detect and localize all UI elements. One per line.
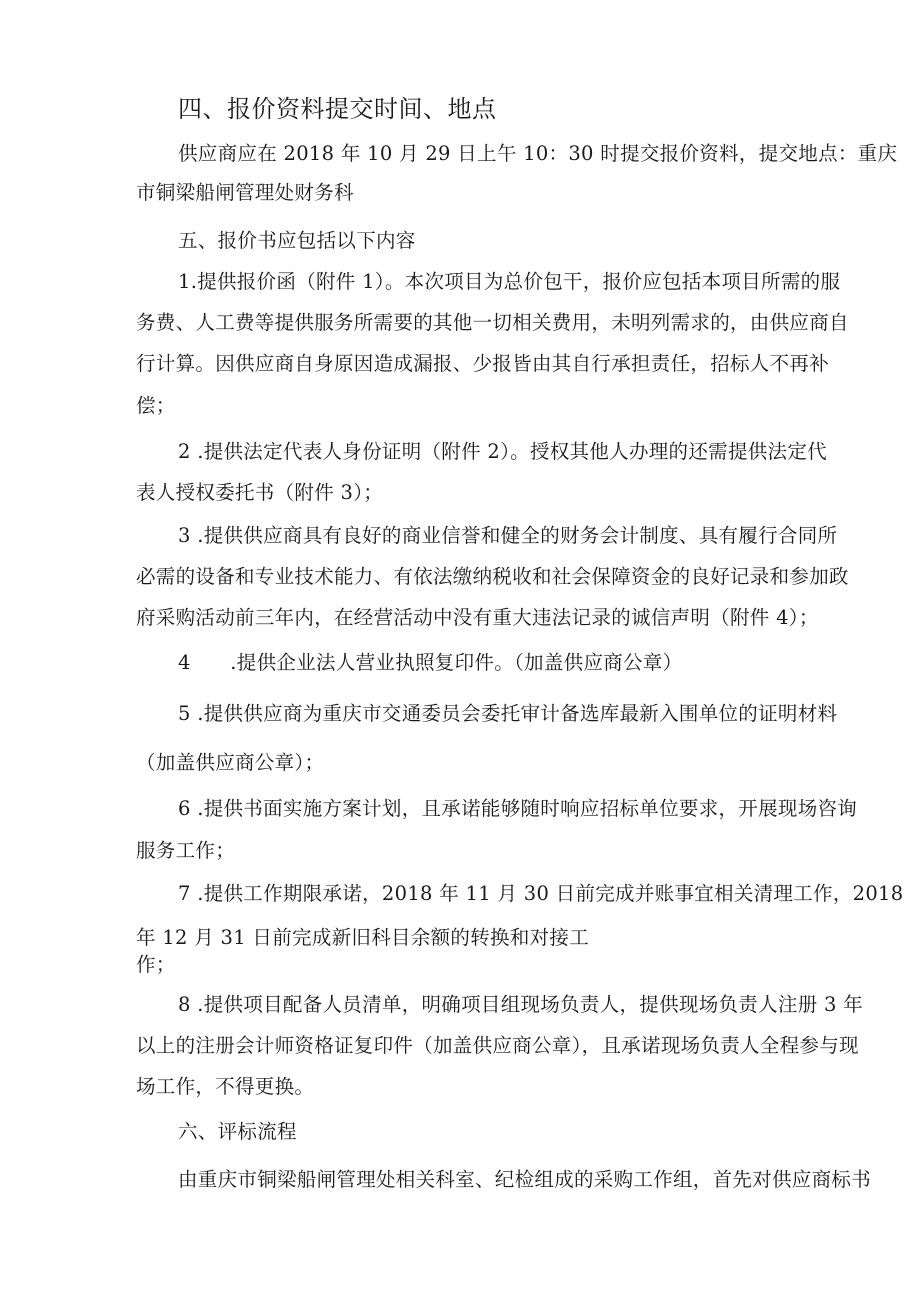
item-6-line-1: 6 .提供书面实施方案计划，且承诺能够随时响应招标单位要求，开展现场咨询 — [178, 797, 858, 820]
section-4-heading: 四、报价资料提交时间、地点 — [178, 95, 497, 123]
item-1-line-2: 务费、人工费等提供服务所需要的其他一切相关费用，未明列需求的，由供应商自 — [136, 311, 849, 334]
section-4-paragraph-line-2: 市铜梁船闸管理处财务科 — [136, 181, 354, 204]
item-2-line-2: 表人授权委托书（附件 3）； — [136, 481, 384, 504]
item-5-line-2: （加盖供应商公章）； — [136, 751, 325, 774]
item-8-line-1: 8 .提供项目配备人员清单，明确项目组现场负责人，提供现场负责人注册 3 年 — [178, 993, 864, 1016]
item-7-line-1: 7 .提供工作期限承诺，2018 年 11 月 30 日前完成并账事宜相关清理工作，2018 — [178, 882, 904, 905]
item-1-line-3: 行计算。因供应商自身原因造成漏报、少报皆由其自行承担责任，招标人不再补 — [136, 352, 830, 375]
item-3-line-2: 必需的设备和专业技术能力、有依法缴纳税收和社会保障资金的良好记录和参加政 — [136, 565, 849, 588]
item-7-line-2: 年 12 月 31 日前完成新旧科目余额的转换和对接工 — [136, 926, 590, 949]
section-5-heading: 五、报价书应包括以下内容 — [178, 229, 416, 252]
item-7-line-3: 作； — [136, 953, 176, 976]
item-8-line-3: 场工作，不得更换。 — [136, 1075, 315, 1098]
section-4-paragraph-line-1: 供应商应在 2018 年 10 月 29 日上午 10：30 时提交报价资料，提交地点：重庆 — [178, 142, 898, 165]
item-5-line-1: 5 .提供供应商为重庆市交通委员会委托审计备选库最新入围单位的证明材料 — [178, 702, 838, 725]
item-3-line-1: 3 .提供供应商具有良好的商业信誉和健全的财务会计制度、具有履行合同所 — [178, 524, 838, 547]
item-6-line-2: 服务工作； — [136, 839, 236, 862]
section-6-heading: 六、评标流程 — [178, 1120, 297, 1143]
section-6-paragraph-line-1: 由重庆市铜梁船闸管理处相关科室、纪检组成的采购工作组，首先对供应商标书 — [178, 1168, 872, 1191]
item-2-line-1: 2 .提供法定代表人身份证明（附件 2）。授权其他人办理的还需提供法定代 — [178, 440, 827, 463]
item-1-line-4: 偿； — [136, 394, 176, 417]
item-4-line-1: 4 .提供企业法人营业执照复印件。（加盖供应商公章） — [178, 651, 683, 674]
item-8-line-2: 以上的注册会计师资格证复印件（加盖供应商公章），且承诺现场负责人全程参与现 — [136, 1034, 859, 1057]
item-1-line-1: 1.提供报价函（附件 1）。本次项目为总价包干，报价应包括本项目所需的服 — [178, 270, 841, 293]
item-3-line-3: 府采购活动前三年内，在经营活动中没有重大违法记录的诚信声明（附件 4）； — [136, 606, 819, 629]
